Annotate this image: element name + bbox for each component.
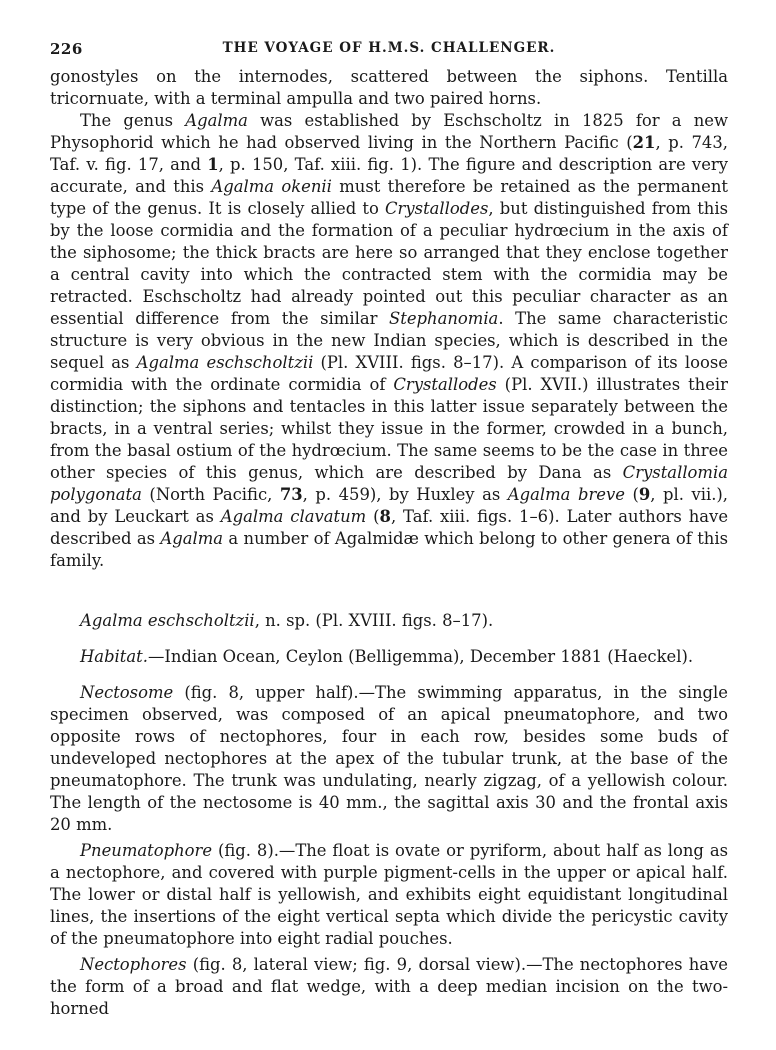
- paragraph-nectosome: Nectosome (fig. 8, upper half).—The swimming apparatus, in the single specimen observed, was composed of an apical pneumatophore, and two opposite rows of nectophores, four in each row, besides some buds of undeveloped nectophores at the apex of the tubular trunk, at the base of the pneumatophore. The trunk was undulating, nearly zigzag, of a yellowish colour. The length of the nectosome is 40 mm., the sagittal axis 30 and the frontal axis 20 mm.: [50, 683, 728, 834]
- species-name: Agalma eschscholtzii: [80, 611, 255, 630]
- paragraph-pneumatophore: Pneumatophore (fig. 8).—The float is ovate or pyriform, about half as long as a nectophore, and covered with purple pigment-cells in the upper or apical half. The lower or distal half is yellowish, and exhibits eight equidistant longitudinal lines, the insertions of the eight vertical septa which divide the pericystic cavity of the pneumatophore into eight radial pouches.: [50, 841, 728, 948]
- paragraph-continuation: gonostyles on the internodes, scattered between the siphons. Tentilla tricornuate, with a terminal ampulla and two paired horns.: [50, 67, 728, 108]
- paragraph-nectophores: Nectophores (fig. 8, lateral view; fig. 9, dorsal view).—The nectophores have the form of a broad and flat wedge, with a deep median incision on the two-horned: [50, 955, 728, 1018]
- habitat-label: Habitat.: [80, 647, 148, 666]
- running-title: THE VOYAGE OF H.M.S. CHALLENGER.: [222, 40, 556, 56]
- page-number: 226: [50, 40, 83, 58]
- paragraph-genus-agalma: The genus Agalma was established by Eschscholtz in 1825 for a new Physophorid which he had observed living in the Northern Pacific (21, p. 743, Taf. v. fig. 17, and 1, p. 150, Taf. xiii. fig. 1). The figure and description are very accurate, and this Agalma okenii must therefore be retained as the permanent type of the genus. It is closely allied to Crystallodes, but distinguished from this by the loose cormidia and the formation of a peculiar hydrœcium in the axis of the siphosome; the thick bracts are here so arranged that they enclose together a central cavity into which the contracted stem with the cormidia may be retracted. Eschscholtz had already pointed out this peculiar character as an essential difference from the similar Stephanomia. The same characteristic structure is very obvious in the new Indian species, which is described in the sequel as Agalma eschscholtzii (Pl. XVIII. figs. 8–17). A comparison of its loose cormidia with the ordinate cormidia of Crystallodes (Pl. XVII.) illustrates their distinction; the siphons and tentacles in this latter issue separately between the bracts, in a ventral series; whilst they issue in the former, crowded in a bunch, from the basal ostium of the hydrœcium. The same seems to be the case in three other species of this genus, which are described by Dana as Crystallomia polygonata (North Pacific, 73, p. 459), by Huxley as Agalma breve (9, pl. vii.), and by Leuckart as Agalma clavatum (8, Taf. xiii. figs. 1–6). Later authors have described as Agalma a number of Agalmidæ which belong to other genera of this family.: [50, 111, 729, 570]
- page-header: [50, 40, 728, 66]
- species-heading: Agalma eschscholtzii, n. sp. (Pl. XVIII. figs. 8–17).: [80, 611, 494, 630]
- document-page: [50, 40, 728, 1020]
- habitat-line: Habitat.—Indian Ocean, Ceylon (Belligemma), December 1881 (Haeckel).: [80, 647, 694, 666]
